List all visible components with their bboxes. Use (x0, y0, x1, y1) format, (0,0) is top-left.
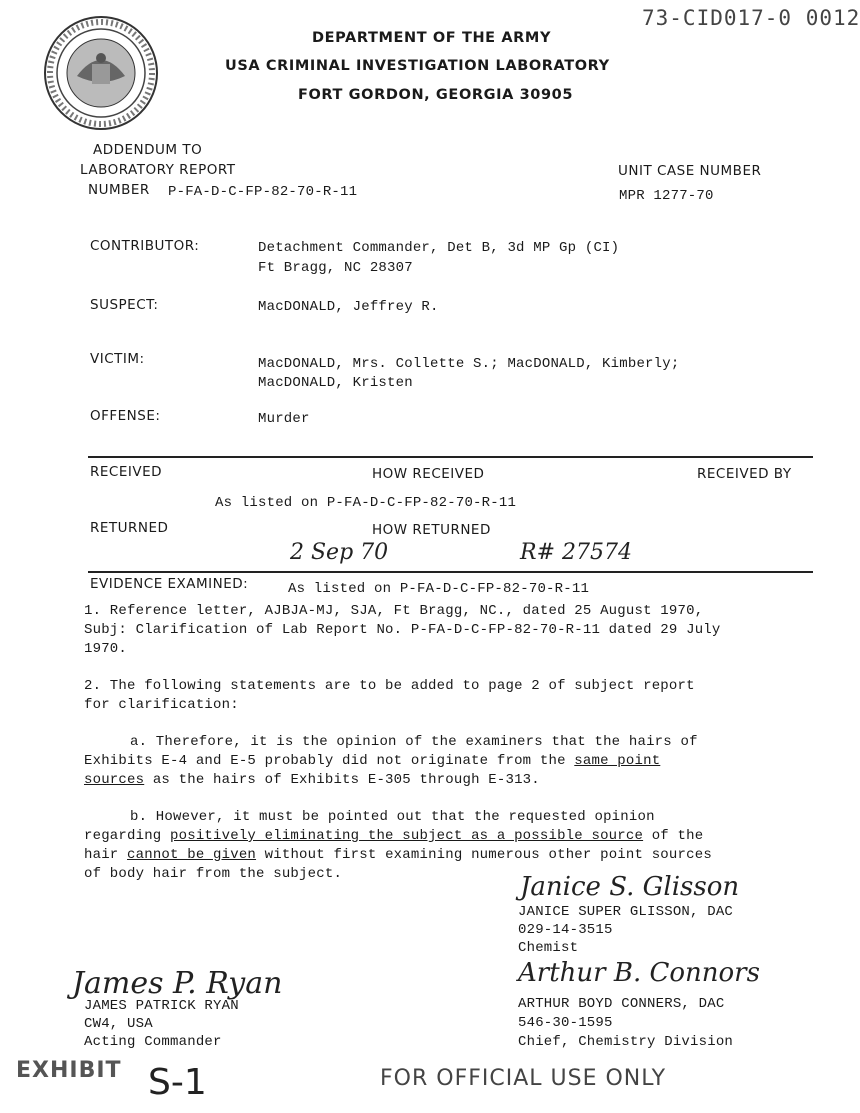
header-department: DEPARTMENT OF THE ARMY (312, 30, 552, 46)
glisson-signature: Janice S. Glisson (520, 872, 740, 902)
header-location: FORT GORDON, GEORGIA 30905 (298, 87, 574, 103)
contributor-line2: Ft Bragg, NC 28307 (258, 260, 413, 276)
returned-ref: R# 27574 (520, 540, 632, 565)
how-received-label: HOW RECEIVED (372, 466, 485, 482)
paragraph-b-line4: of body hair from the subject. (84, 866, 343, 882)
paragraph-a-line1: a. Therefore, it is the opinion of the examiners that the hairs of (130, 734, 698, 750)
paragraph-b-line2-pre: regarding (84, 828, 171, 844)
suspect-label: SUSPECT: (90, 297, 159, 313)
how-received-value: As listed on P-FA-D-C-FP-82-70-R-11 (215, 495, 517, 511)
addendum-line2: LABORATORY REPORT (80, 162, 236, 178)
returned-label: RETURNED (90, 520, 169, 536)
divider-top (88, 456, 813, 458)
connors-title: Chief, Chemistry Division (518, 1034, 734, 1050)
official-use-stamp: FOR OFFICIAL USE ONLY (380, 1066, 667, 1091)
divider-bottom (88, 571, 813, 573)
received-label: RECEIVED (90, 464, 163, 480)
connors-ssn: 546-30-1595 (518, 1015, 613, 1031)
glisson-ssn: 029-14-3515 (518, 922, 613, 938)
underlined-same-point: same point (574, 753, 661, 769)
paragraph-a-line2-text: Exhibits E-4 and E-5 probably did not originate from the (84, 753, 575, 769)
paragraph-b-line2 (84, 828, 703, 844)
glisson-name: JANICE SUPER GLISSON, DAC (518, 904, 734, 920)
paragraph-2-line1: 2. The following statements are to be added to page 2 of subject report (84, 678, 695, 694)
paragraph-a-line2 (84, 753, 660, 769)
victim-line1: MacDONALD, Mrs. Collette S.; MacDONALD, Kimberly; (258, 356, 680, 372)
contributor-line1: Detachment Commander, Det B, 3d MP Gp (CI) (258, 240, 620, 256)
header-lab: USA CRIMINAL INVESTIGATION LABORATORY (225, 58, 610, 74)
paragraph-1-line1: 1. Reference letter, AJBJA-MJ, SJA, Ft Bragg, NC., dated 25 August 1970, (84, 603, 704, 619)
offense-value: Murder (258, 411, 310, 427)
report-number: P-FA-D-C-FP-82-70-R-11 (168, 184, 358, 200)
victim-line2: MacDONALD, Kristen (258, 375, 413, 391)
page-mark: S-1 (148, 1062, 207, 1103)
addendum-line1: ADDENDUM TO (93, 142, 203, 158)
paragraph-2-line2: for clarification: (84, 697, 239, 713)
underlined-cannot-be-given: cannot be given (127, 847, 257, 863)
connors-name: ARTHUR BOYD CONNERS, DAC (518, 996, 725, 1012)
underlined-sources: sources (84, 772, 145, 788)
received-by-label: RECEIVED BY (697, 466, 792, 482)
offense-label: OFFENSE: (90, 408, 161, 424)
unit-case-number: MPR 1277-70 (619, 188, 714, 204)
evidence-value: As listed on P-FA-D-C-FP-82-70-R-11 (288, 581, 590, 597)
paragraph-b-line1: b. However, it must be pointed out that the requested opinion (130, 809, 655, 825)
evidence-label: EVIDENCE EXAMINED: (90, 576, 249, 592)
paragraph-1-line3: 1970. (84, 641, 128, 657)
ryan-signature: James P. Ryan (72, 966, 283, 1001)
paragraph-a-line3-text: as the hairs of Exhibits E-305 through E-313. (144, 772, 540, 788)
suspect-value: MacDONALD, Jeffrey R. (258, 299, 439, 315)
document-number: 73-CID017-0 0012 (642, 6, 860, 30)
number-label: NUMBER (88, 182, 150, 198)
paragraph-b-line2-post: of the (643, 828, 704, 844)
contributor-label: CONTRIBUTOR: (90, 238, 200, 254)
connors-signature: Arthur B. Connors (518, 958, 760, 988)
unit-case-label: UNIT CASE NUMBER (618, 163, 762, 179)
army-seal (42, 14, 160, 132)
paragraph-b-line3-pre: hair (84, 847, 128, 863)
how-returned-label: HOW RETURNED (372, 522, 491, 538)
victim-label: VICTIM: (90, 351, 145, 367)
ryan-rank: CW4, USA (84, 1016, 153, 1032)
exhibit-stamp: EXHIBIT (16, 1058, 122, 1083)
paragraph-1-line2: Subj: Clarification of Lab Report No. P-FA-D-C-FP-82-70-R-11 dated 29 July (84, 622, 721, 638)
ryan-title: Acting Commander (84, 1034, 222, 1050)
underlined-eliminating: positively eliminating the subject as a possible source (170, 828, 644, 844)
paragraph-b-line3-post: without first examining numerous other point sources (256, 847, 712, 863)
paragraph-b-line3 (84, 847, 712, 863)
paragraph-a-line3 (84, 772, 540, 788)
returned-date: 2 Sep 70 (290, 540, 389, 565)
glisson-title: Chemist (518, 940, 579, 956)
ryan-name: JAMES PATRICK RYAN (84, 998, 239, 1014)
